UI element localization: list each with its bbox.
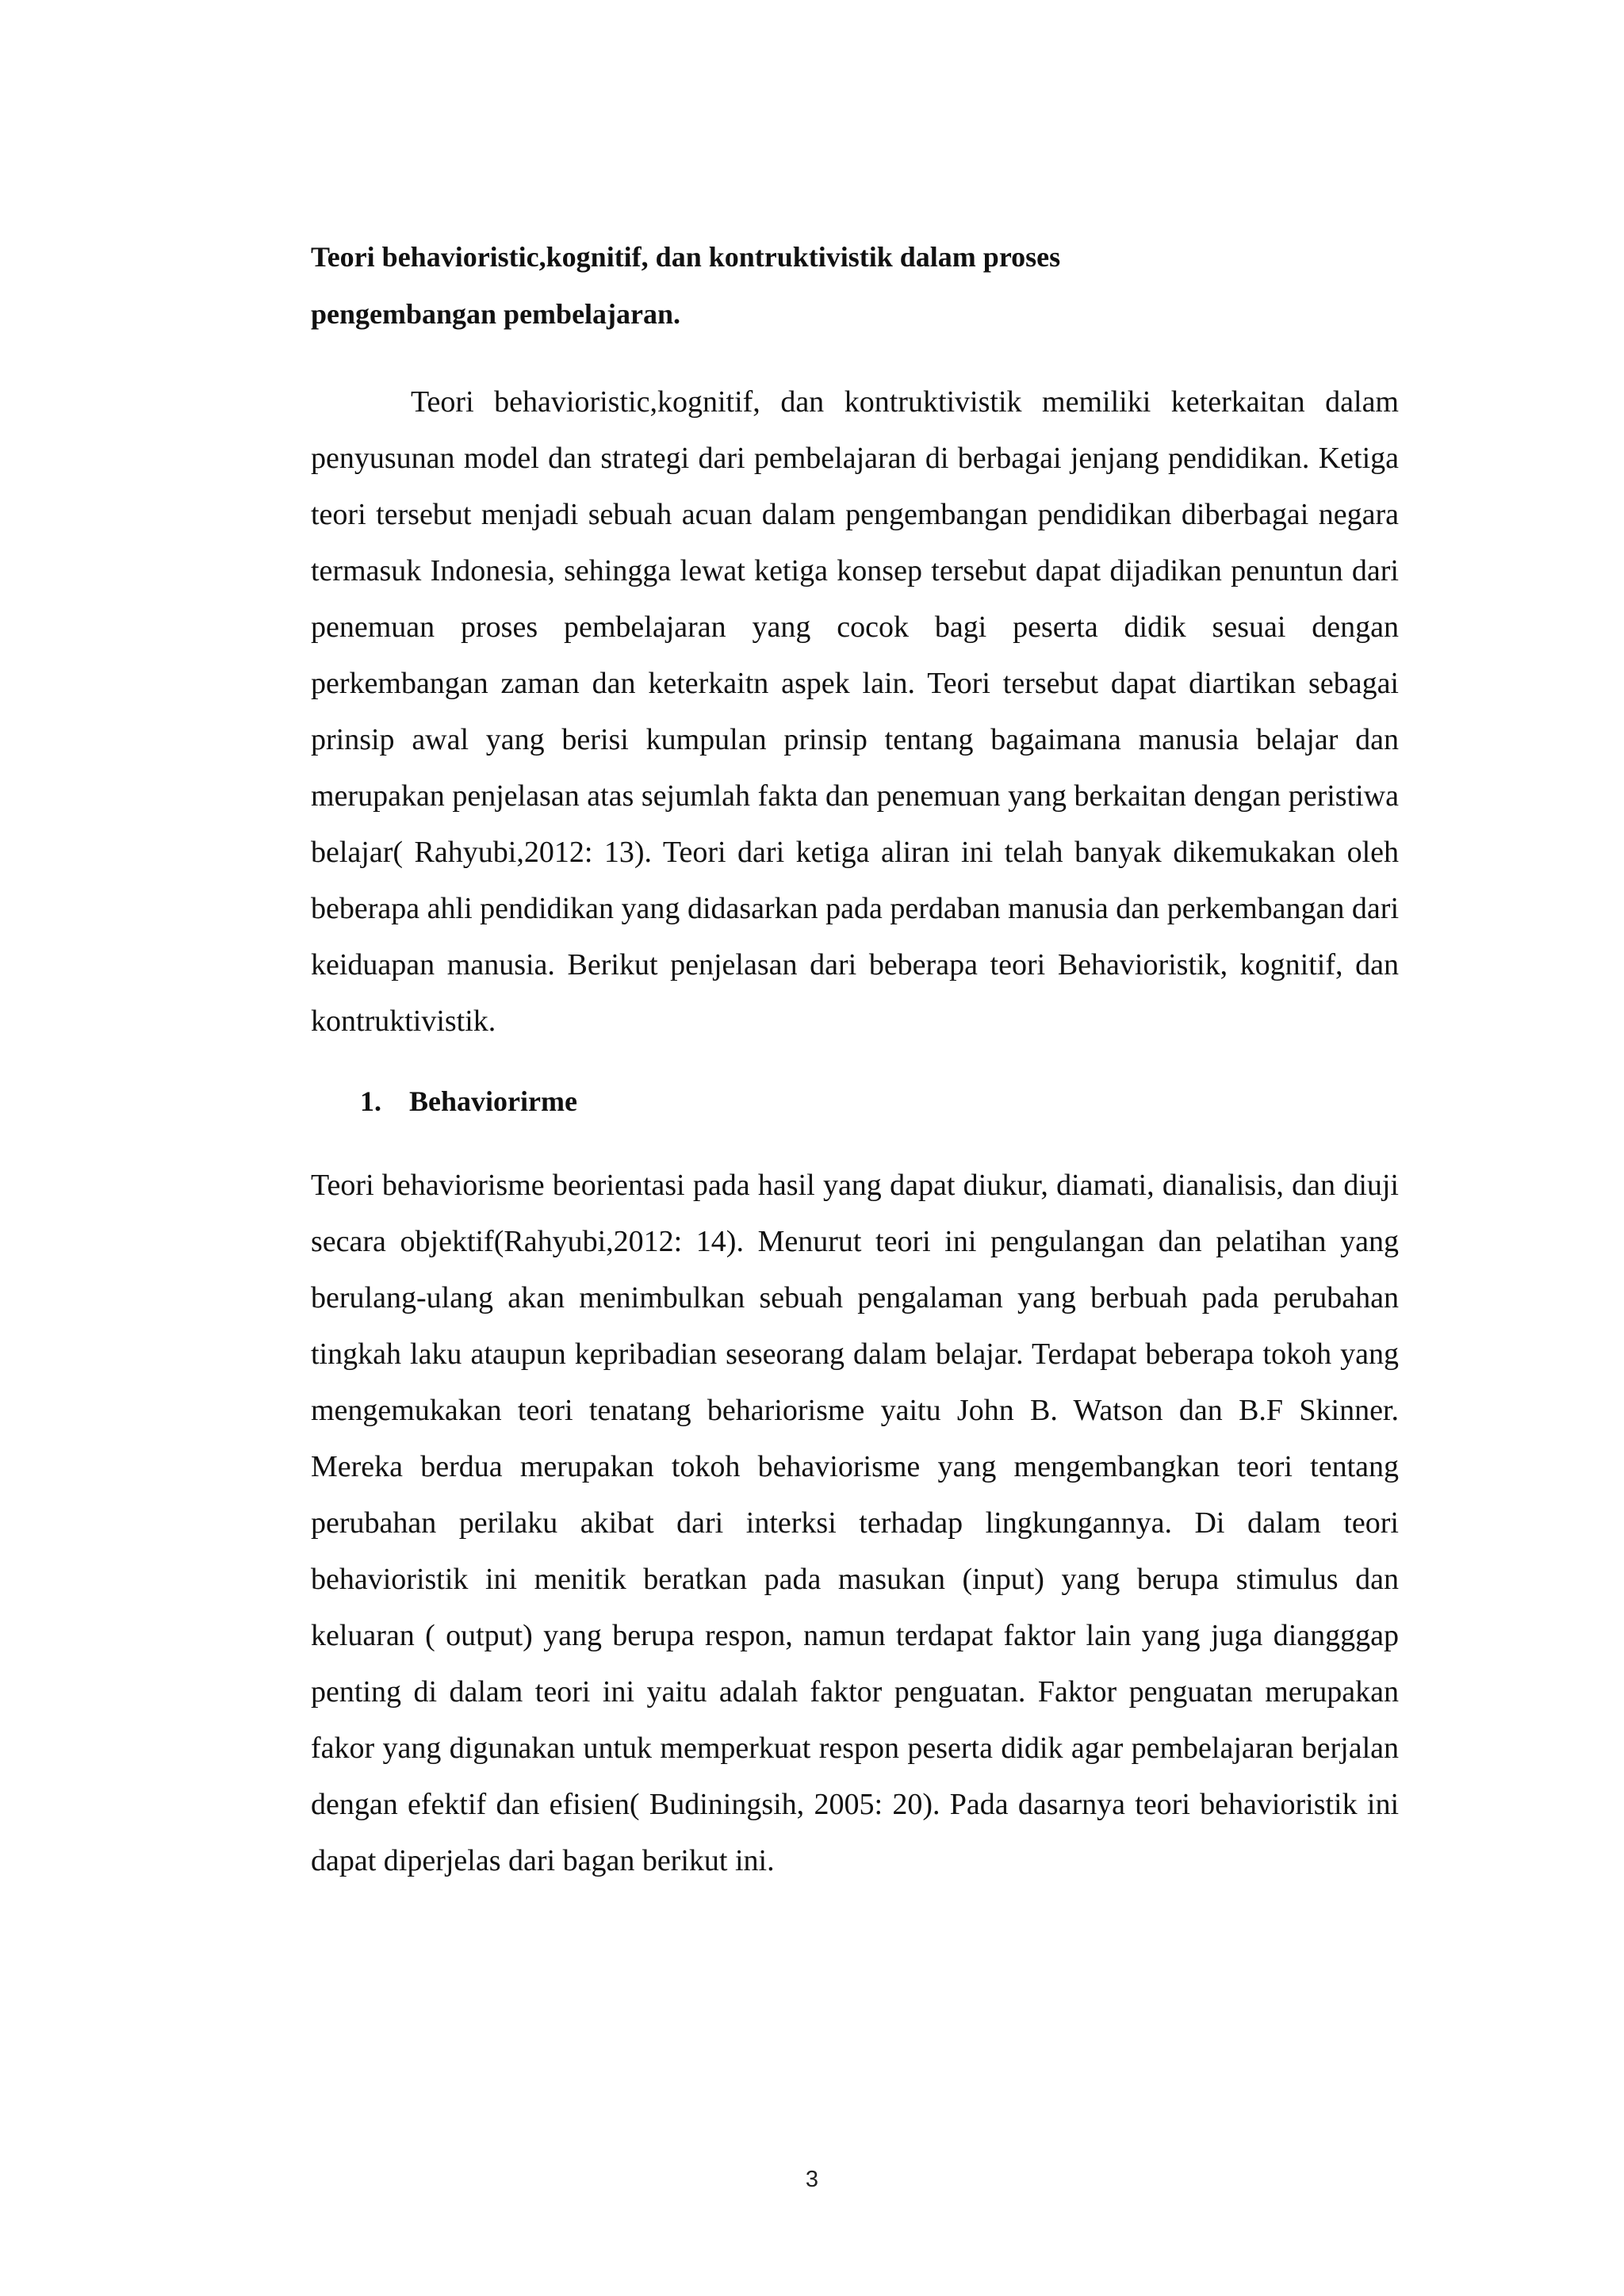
page-content xyxy=(311,228,1399,1889)
section-title: Behaviorirme xyxy=(409,1085,577,1117)
section-number: 1. xyxy=(360,1085,381,1117)
section-heading xyxy=(311,1073,1399,1130)
intro-paragraph: Teori behavioristic,kognitif, dan kontruktivistik memiliki keterkaitan dalam penyusunan model dan strategi dari pembelajaran di berbagai jenjang pendidikan. Ketiga teori tersebut menjadi sebuah acuan dalam pengembangan pendidikan diberbagai negara termasuk Indonesia, sehingga lewat ketiga konsep tersebut dapat dijadikan penuntun dari penemuan proses pembelajaran yang cocok bagi peserta didik sesuai dengan perkembangan zaman dan keterkaitn aspek lain. Teori tersebut dapat diartikan sebagai prinsip awal yang berisi kumpulan prinsip tentang bagaimana manusia belajar dan merupakan penjelasan atas sejumlah fakta dan penemuan yang berkaitan dengan peristiwa belajar( Rahyubi,2012: 13). Teori dari ketiga aliran ini telah banyak dikemukakan oleh beberapa ahli pendidikan yang didasarkan pada perdaban manusia dan perkembangan dari keiduapan manusia. Berikut penjelasan dari beberapa teori Behavioristik, kognitif, dan kontruktivistik. xyxy=(311,385,1399,1038)
document-heading: Teori behavioristic,kognitif, dan kontruktivistik dalam proses pengembangan pembelajaran. xyxy=(311,241,1061,330)
page-number: 3 xyxy=(805,2167,819,2192)
behaviorism-paragraph: Teori behaviorisme beorientasi pada hasil yang dapat diukur, diamati, dianalisis, dan diuji secara objektif(Rahyubi,2012: 14). Menurut teori ini pengulangan dan pelatihan yang berulang-ulang akan menimbulkan sebuah pengalaman yang berbuah pada perubahan tingkah laku ataupun kepribadian seseorang dalam belajar. Terdapat beberapa tokoh yang mengemukakan teori tenatang behariorisme yaitu John B. Watson dan B.F Skinner. Mereka berdua merupakan tokoh behaviorisme yang mengembangkan teori tentang perubahan perilaku akibat dari interksi terhadap lingkungannya. Di dalam teori behavioristik ini menitik beratkan pada masukan (input) yang berupa stimulus dan keluaran ( output) yang berupa respon, namun terdapat faktor lain yang juga diangggap penting di dalam teori ini yaitu adalah faktor penguatan. Faktor penguatan merupakan fakor yang digunakan untuk memperkuat respon peserta didik agar pembelajaran berjalan dengan efektif dan efisien( Budiningsih, 2005: 20). Pada dasarnya teori behavioristik ini dapat diperjelas dari bagan berikut ini. xyxy=(311,1169,1399,1877)
